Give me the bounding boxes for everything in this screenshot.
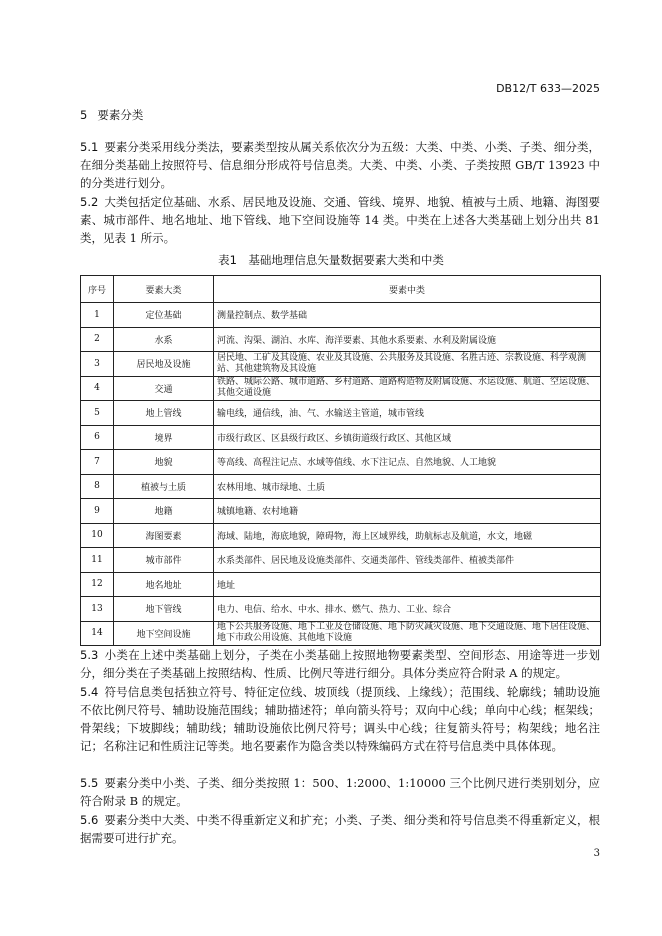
row-minor: 市级行政区、区县级行政区、乡镇街道级行政区、其他区域	[214, 425, 601, 450]
row-no: 12	[81, 572, 114, 597]
section-heading	[80, 107, 143, 123]
clause-number: 5.3	[80, 648, 99, 662]
row-major: 城市部件	[114, 548, 214, 573]
table-row	[81, 548, 601, 573]
row-no: 9	[81, 499, 114, 524]
row-minor: 河流、沟渠、湖泊、水库、海洋要素、其他水系要素、水利及附属设施	[214, 327, 601, 352]
row-minor: 输电线，通信线，油、气、水输送主管道，城市管线	[214, 401, 601, 426]
table-row	[81, 597, 601, 622]
row-minor: 等高线、高程注记点、水域等值线、水下注记点、自然地貌、人工地貌	[214, 450, 601, 475]
clause-text: 要素分类中大类、中类不得重新定义和扩充；小类、子类、细分类和符号信息类不得重新定义，根据需要可进行扩充。	[80, 813, 600, 845]
row-major: 境界	[114, 425, 214, 450]
row-minor: 铁路、城际公路、城市道路、乡村道路、道路构造物及附属设施、水运设施、航道、空运设施、其他交通设施	[214, 376, 601, 401]
row-major: 地籍	[114, 499, 214, 524]
clause-number: 5.6	[80, 813, 99, 827]
row-no: 5	[81, 401, 114, 426]
row-major: 地貌	[114, 450, 214, 475]
row-no: 2	[81, 327, 114, 352]
row-no: 13	[81, 597, 114, 622]
clause-number: 5.2	[80, 195, 99, 209]
row-no: 8	[81, 474, 114, 499]
element-category-table	[80, 275, 601, 646]
table-row	[81, 303, 601, 328]
table-row	[81, 474, 601, 499]
row-major: 地下管线	[114, 597, 214, 622]
table-row	[81, 425, 601, 450]
document-id: DB12/T 633—2025	[496, 82, 600, 95]
row-no: 6	[81, 425, 114, 450]
table-header-row	[81, 276, 601, 303]
row-minor: 居民地、工矿及其设施、农业及其设施、公共服务及其设施、名胜古迹、宗教设施、科学观测站、其他建筑物及其设施	[214, 352, 601, 377]
table-title: 表1 基础地理信息矢量数据要素大类和中类	[218, 253, 444, 267]
table-row	[81, 499, 601, 524]
clause-text: 大类包括定位基础、水系、居民地及设施、交通、管线、境界、地貌、植被与土质、地籍、海图要素、城市部件、地名地址、地下管线、地下空间设施等 14 类。中类在上述各大类基础上划分出共 81 类，见表 1 所示。	[80, 195, 600, 245]
row-no: 11	[81, 548, 114, 573]
paragraph-5-1	[80, 138, 600, 192]
row-major: 地上管线	[114, 401, 214, 426]
row-minor: 水系类部件、居民地及设施类部件、交通类部件、管线类部件、植被类部件	[214, 548, 601, 573]
row-no: 14	[81, 621, 114, 646]
table-row	[81, 352, 601, 377]
row-minor: 城镇地籍、农村地籍	[214, 499, 601, 524]
row-minor: 地下公共服务设施、地下工业及仓储设施、地下防灾减灾设施、地下交通设施、地下居住设施、地下市政公用设施、其他地下设施	[214, 621, 601, 646]
row-minor: 海域、陆地，海底地貌，障碍物，海上区域界线，助航标志及航道，水文，地磁	[214, 523, 601, 548]
row-minor: 测量控制点、数学基础	[214, 303, 601, 328]
paragraph-5-5	[80, 774, 600, 810]
row-minor: 电力、电信、给水、中水、排水、燃气、热力、工业、综合	[214, 597, 601, 622]
clause-text: 要素分类中小类、子类、细分类按照 1：500、1:2000、1:10000 三个比例尺进行类别划分，应符合附录 B 的规定。	[80, 776, 600, 808]
clause-text: 符号信息类包括独立符号、特征定位线、坡顶线（提顶线、上缘线）；范围线、轮廓线；辅助设施不依比例尺符号、辅助设施范围线；辅助描述符；单向箭头符号；双向中心线；单向中心线；框架线；骨架线；下坡脚线；辅助线；辅助设施依比例尺符号；调头中心线；往复箭头符号；构架线；地名注记；名称注记和性质注记等类。地名要素作为隐含类以特殊编码方式在符号信息类中具体体现。	[80, 685, 600, 753]
row-no: 10	[81, 523, 114, 548]
clause-number: 5.5	[80, 776, 99, 790]
table-row	[81, 376, 601, 401]
table-row	[81, 621, 601, 646]
paragraph-5-4	[80, 683, 600, 755]
table-row	[81, 523, 601, 548]
row-major: 地名地址	[114, 572, 214, 597]
row-major: 海图要素	[114, 523, 214, 548]
page-number: 3	[593, 848, 600, 859]
row-no: 1	[81, 303, 114, 328]
row-major: 居民地及设施	[114, 352, 214, 377]
row-major: 植被与土质	[114, 474, 214, 499]
row-no: 4	[81, 376, 114, 401]
header-no: 序号	[81, 276, 114, 303]
section-title: 要素分类	[97, 108, 144, 122]
table-row	[81, 450, 601, 475]
paragraph-5-3	[80, 646, 600, 682]
table-row	[81, 327, 601, 352]
row-minor: 农林用地、城市绿地、土质	[214, 474, 601, 499]
header-major: 要素大类	[114, 276, 214, 303]
row-major: 地下空间设施	[114, 621, 214, 646]
row-major: 交通	[114, 376, 214, 401]
paragraph-5-6	[80, 811, 600, 847]
paragraph-5-2	[80, 193, 600, 247]
row-no: 7	[81, 450, 114, 475]
clause-number: 5.4	[80, 685, 99, 699]
header-minor: 要素中类	[214, 276, 601, 303]
table-row	[81, 572, 601, 597]
clause-text: 小类在上述中类基础上划分，子类在小类基础上按照地物要素类型、空间形态、用途等进一步划分，细分类在子类基础上按照结构、性质、比例尺等进行细分。具体分类应符合附录 A 的规定。	[80, 648, 600, 680]
section-number: 5	[80, 108, 88, 122]
table-row	[81, 401, 601, 426]
clause-text: 要素分类采用线分类法，要素类型按从属关系依次分为五级：大类、中类、小类、子类、细分类，在细分类基础上按照符号、信息细分形成符号信息类。大类、中类、小类、子类按照 GB/T 13923 中的分类进行划分。	[80, 140, 600, 190]
row-minor: 地址	[214, 572, 601, 597]
row-major: 水系	[114, 327, 214, 352]
row-major: 定位基础	[114, 303, 214, 328]
row-no: 3	[81, 352, 114, 377]
clause-number: 5.1	[80, 140, 99, 154]
